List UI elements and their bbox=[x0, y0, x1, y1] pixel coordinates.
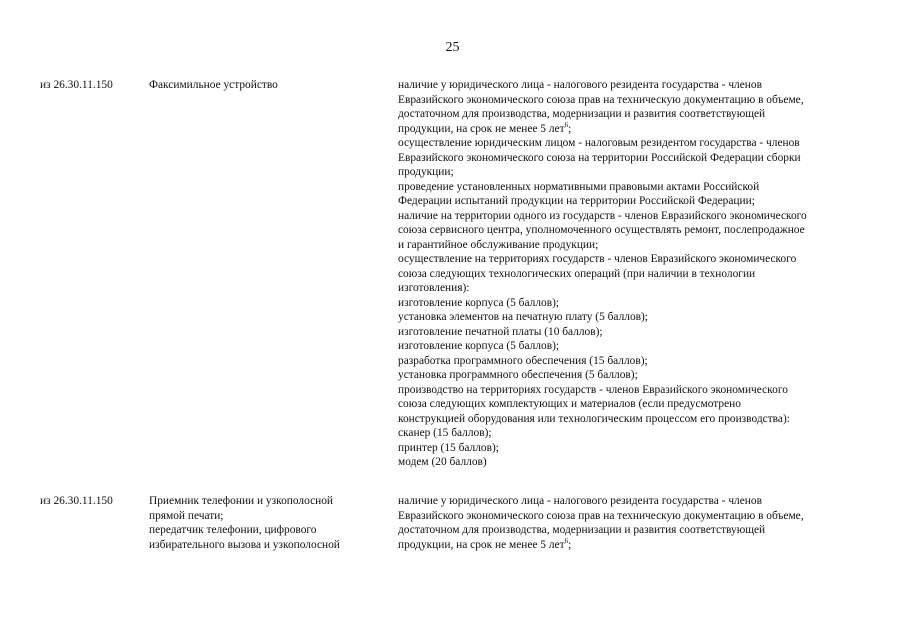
requirement-line: Евразийского экономического союза прав на техническую документацию в объеме, bbox=[398, 93, 804, 106]
requirement-line: наличие у юридического лица - налогового резидента государства - членов bbox=[398, 79, 762, 91]
requirement-line: принтер (15 баллов); bbox=[398, 441, 499, 454]
requirement-line: изготовление корпуса (5 баллов); bbox=[398, 340, 560, 352]
footnote-mark: 6 bbox=[564, 120, 569, 129]
requirement-line-with-footnote bbox=[398, 538, 878, 553]
requirement-line: продукции; bbox=[398, 166, 454, 178]
requirement-line: достаточном для производства, модернизации и развития соответствующей bbox=[398, 108, 766, 120]
requirement-line: союза следующих комплектующих и материалов (если предусмотрено bbox=[398, 398, 741, 410]
requirement-line: союза сервисного центра, уполномоченного осуществлять ремонт, послепродажное bbox=[398, 224, 805, 236]
okpd-code: из 26.30.11.150 bbox=[40, 495, 113, 507]
requirement-line: установка программного обеспечения (5 баллов); bbox=[398, 369, 638, 381]
requirement-line: изготовления): bbox=[398, 282, 470, 294]
product-line: передатчик телефонии, цифрового bbox=[149, 524, 317, 536]
requirement-line: наличие у юридического лица - налогового резидента государства - членов bbox=[398, 495, 762, 507]
product-name bbox=[149, 494, 379, 552]
requirement-line: проведение установленных нормативными правовыми актами Российской bbox=[398, 180, 760, 193]
requirement-line: и гарантийное обслуживание продукции; bbox=[398, 238, 599, 251]
requirement-line: модем (20 баллов) bbox=[398, 456, 487, 468]
okpd-code: из 26.30.11.150 bbox=[40, 79, 113, 91]
requirement-line: изготовление печатной платы (10 баллов); bbox=[398, 325, 603, 338]
requirement-line: производство на территориях государств - членов Евразийского экономического bbox=[398, 383, 788, 396]
requirement-line: наличие на территории одного из государств - членов Евразийского экономического bbox=[398, 209, 807, 222]
product-name bbox=[149, 78, 379, 93]
requirement-line: разработка программного обеспечения (15 баллов); bbox=[398, 354, 648, 367]
requirement-line-with-footnote bbox=[398, 122, 878, 137]
footnote-mark: 6 bbox=[564, 536, 569, 545]
requirement-line: осуществление юридическим лицом - налоговым резидентом государства - членов bbox=[398, 137, 800, 149]
footnote-suffix: ; bbox=[568, 122, 572, 135]
product-line: избирательного вызова и узкополосной bbox=[149, 538, 340, 551]
footnote-suffix: ; bbox=[568, 538, 572, 551]
product-line: Факсимильное устройство bbox=[149, 79, 278, 91]
requirement-line: Федерации испытаний продукции на территории Российской Федерации; bbox=[398, 195, 755, 207]
requirement-line-text: продукции, на срок не менее 5 лет bbox=[398, 538, 565, 551]
page-number: 25 bbox=[445, 40, 460, 55]
requirement-line: достаточном для производства, модернизации и развития соответствующей bbox=[398, 524, 766, 536]
requirements-text bbox=[398, 494, 878, 552]
requirement-line: Евразийского экономического союза прав на техническую документацию в объеме, bbox=[398, 509, 804, 522]
requirements-text bbox=[398, 78, 878, 470]
requirement-line: установка элементов на печатную плату (5 баллов); bbox=[398, 311, 648, 323]
requirement-line-text: продукции, на срок не менее 5 лет bbox=[398, 122, 565, 135]
product-line: прямой печати; bbox=[149, 509, 224, 522]
requirement-line: конструкцией оборудования или технологическим процессом его производства): bbox=[398, 412, 790, 425]
requirement-line: сканер (15 баллов); bbox=[398, 427, 492, 439]
requirement-line: осуществление на территориях государств - членов Евразийского экономического bbox=[398, 253, 797, 265]
requirement-line: союза следующих технологических операций (при наличии в технологии bbox=[398, 267, 756, 280]
product-line: Приемник телефонии и узкополосной bbox=[149, 495, 334, 507]
requirement-line: изготовление корпуса (5 баллов); bbox=[398, 296, 560, 309]
requirement-line: Евразийского экономического союза на территории Российской Федерации сборки bbox=[398, 151, 801, 164]
